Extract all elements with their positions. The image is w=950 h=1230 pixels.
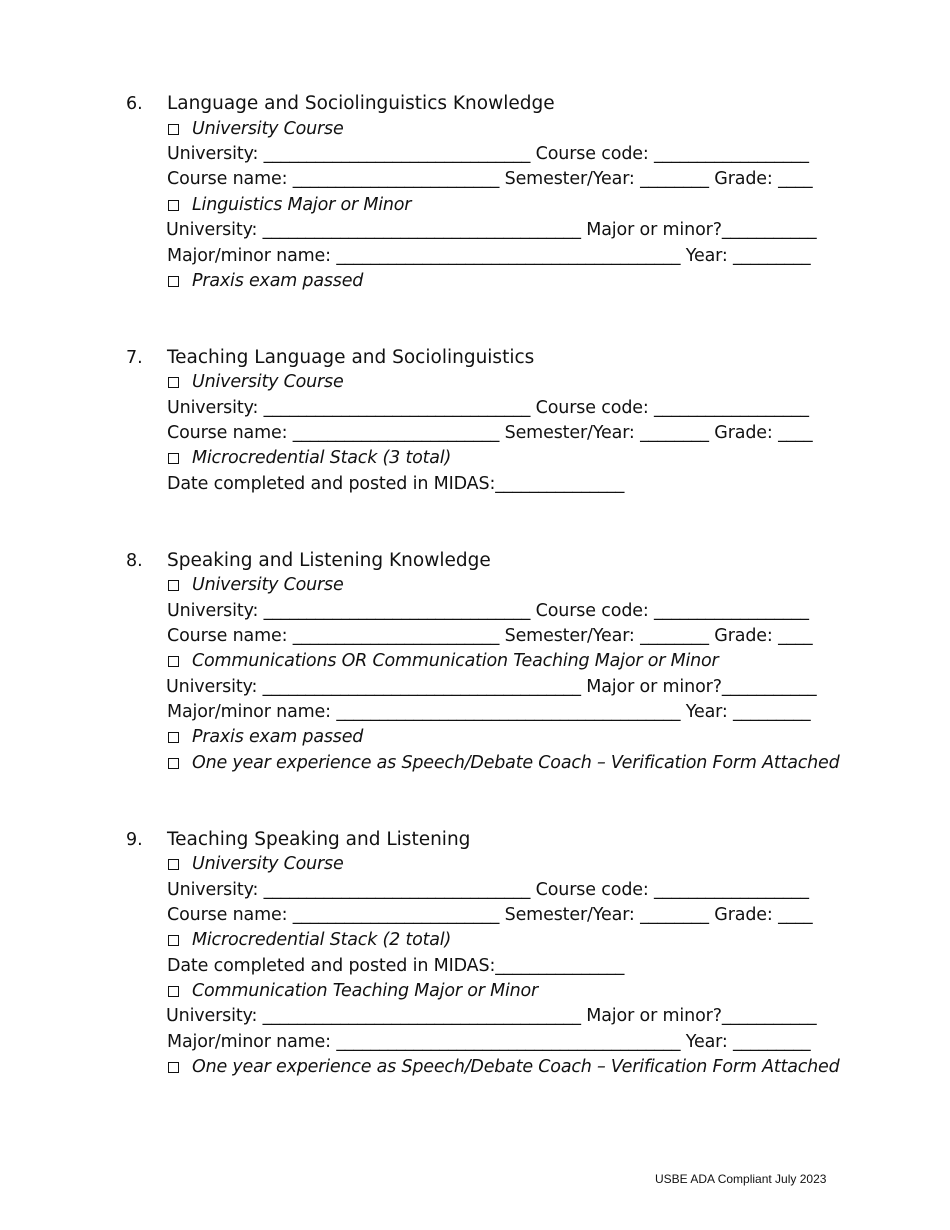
option-microcredential-stack[interactable]: Microcredential Stack (3 total) [168, 447, 451, 469]
university-course-code-field[interactable]: University: _______________________________ Course code: __________________ [167, 880, 809, 900]
checkbox[interactable] [168, 580, 179, 591]
university-major-minor-field[interactable]: University: _____________________________________ Major or minor?___________ [166, 220, 817, 240]
checkbox[interactable] [168, 732, 179, 743]
section-number: 8. [126, 551, 143, 571]
section-title: Teaching Language and Sociolinguistics [167, 347, 535, 368]
option-microcredential-stack[interactable]: Microcredential Stack (2 total) [168, 929, 451, 951]
option-linguistics-major-minor[interactable]: Linguistics Major or Minor [168, 194, 411, 216]
major-minor-name-year-field[interactable]: Major/minor name: ________________________________________ Year: _________ [167, 1032, 811, 1052]
checkbox[interactable] [168, 276, 179, 287]
university-major-minor-field[interactable]: University: _____________________________________ Major or minor?___________ [166, 677, 817, 697]
checkbox[interactable] [168, 453, 179, 464]
course-name-semester-grade-field[interactable]: Course name: ________________________ Semester/Year: ________ Grade: ____ [167, 626, 813, 646]
option-university-course[interactable]: University Course [168, 574, 344, 596]
checkbox[interactable] [168, 377, 179, 388]
option-university-course[interactable]: University Course [168, 118, 344, 140]
major-minor-name-year-field[interactable]: Major/minor name: ________________________________________ Year: _________ [167, 702, 811, 722]
section-number: 9. [126, 830, 143, 850]
university-course-code-field[interactable]: University: _______________________________ Course code: __________________ [167, 144, 809, 164]
section-title: Teaching Speaking and Listening [167, 829, 471, 850]
option-praxis-exam[interactable]: Praxis exam passed [168, 270, 363, 292]
course-name-semester-grade-field[interactable]: Course name: ________________________ Semester/Year: ________ Grade: ____ [167, 169, 813, 189]
checkbox[interactable] [168, 935, 179, 946]
checkbox[interactable] [168, 124, 179, 135]
checkbox[interactable] [168, 758, 179, 769]
checkbox[interactable] [168, 200, 179, 211]
university-major-minor-field[interactable]: University: _____________________________________ Major or minor?___________ [166, 1006, 817, 1026]
checkbox[interactable] [168, 986, 179, 997]
midas-date-field[interactable]: Date completed and posted in MIDAS:_______________ [167, 474, 625, 494]
section-number: 6. [126, 94, 143, 114]
course-name-semester-grade-field[interactable]: Course name: ________________________ Semester/Year: ________ Grade: ____ [167, 423, 813, 443]
checkbox[interactable] [168, 656, 179, 667]
option-communications-major-minor[interactable]: Communications OR Communication Teaching Major or Minor [168, 650, 719, 672]
midas-date-field[interactable]: Date completed and posted in MIDAS:_______________ [167, 956, 625, 976]
footer-compliance-note: USBE ADA Compliant July 2023 [655, 1172, 827, 1186]
option-praxis-exam[interactable]: Praxis exam passed [168, 726, 363, 748]
course-name-semester-grade-field[interactable]: Course name: ________________________ Semester/Year: ________ Grade: ____ [167, 905, 813, 925]
option-university-course[interactable]: University Course [168, 371, 344, 393]
checkbox[interactable] [168, 1062, 179, 1073]
option-speech-debate-coach[interactable]: One year experience as Speech/Debate Coach – Verification Form Attached [168, 752, 840, 774]
option-speech-debate-coach[interactable]: One year experience as Speech/Debate Coach – Verification Form Attached [168, 1056, 840, 1078]
section-title: Speaking and Listening Knowledge [167, 550, 491, 571]
checkbox[interactable] [168, 859, 179, 870]
option-university-course[interactable]: University Course [168, 853, 344, 875]
section-number: 7. [126, 348, 143, 368]
section-title: Language and Sociolinguistics Knowledge [167, 93, 555, 114]
major-minor-name-year-field[interactable]: Major/minor name: ________________________________________ Year: _________ [167, 246, 811, 266]
university-course-code-field[interactable]: University: _______________________________ Course code: __________________ [167, 398, 809, 418]
university-course-code-field[interactable]: University: _______________________________ Course code: __________________ [167, 601, 809, 621]
option-communication-teaching-major-minor[interactable]: Communication Teaching Major or Minor [168, 980, 538, 1002]
